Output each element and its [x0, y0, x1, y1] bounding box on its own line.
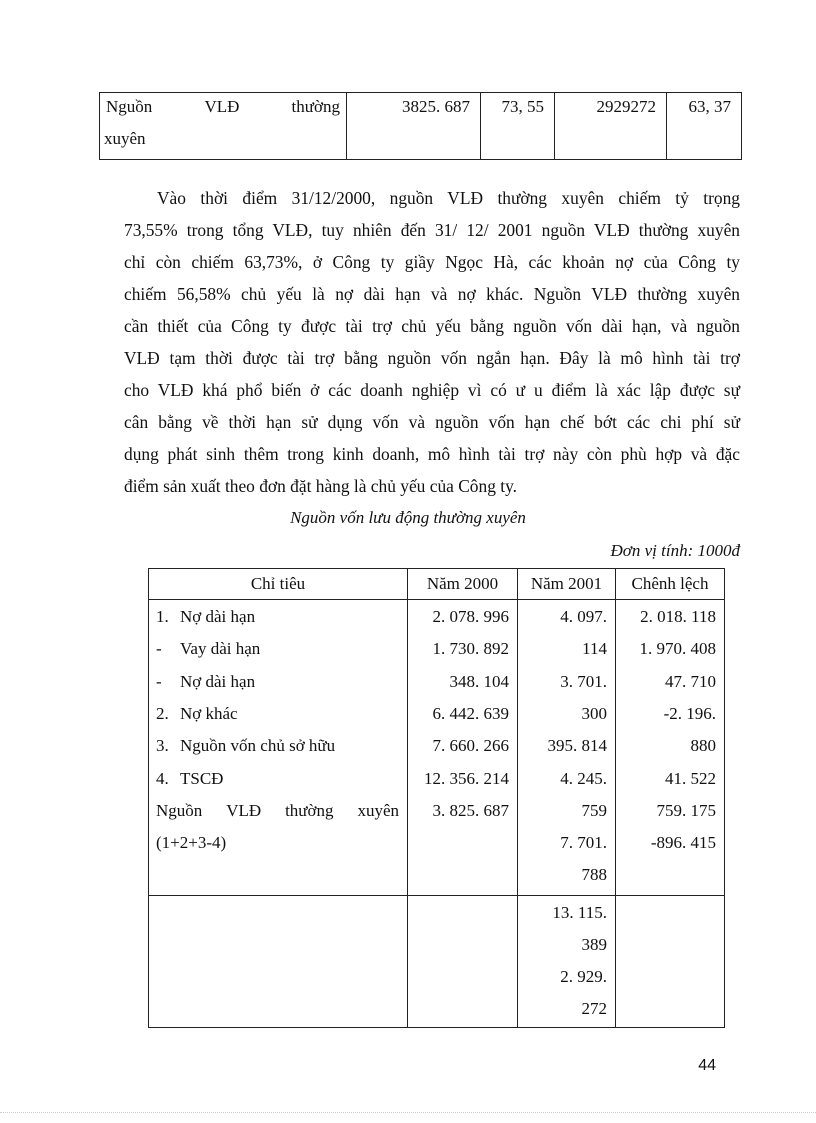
row-label [149, 764, 407, 796]
row-number: 1. [156, 607, 169, 627]
col-2000 [408, 600, 518, 896]
row-text: Nợ dài hạn [180, 671, 256, 691]
header-cell: Năm 2000 [408, 569, 518, 600]
row-label [149, 699, 407, 731]
value-2001: 114 [582, 639, 607, 659]
row-text: Nợ dài hạn [180, 607, 256, 627]
footer-value: 2. 929. [560, 967, 607, 987]
header-cell: Năm 2001 [518, 569, 616, 600]
footer-value: 13. 115. [552, 902, 607, 922]
top-value: 3825. 687 [402, 97, 470, 116]
top-value-cell [555, 93, 667, 160]
header-cell: Chênh lệch [616, 569, 725, 600]
top-label-word: VLĐ [204, 97, 240, 116]
value-2001: 4. 097. [560, 607, 607, 627]
row-text: Vay dài hạn [180, 639, 261, 659]
value-2000: 12. 356. 214 [424, 768, 509, 788]
footer-value: 389 [581, 934, 607, 954]
top-value-cell [347, 93, 481, 160]
top-label-line1 [106, 97, 340, 117]
top-label-word: thường [291, 97, 340, 116]
value-diff: -896. 415 [650, 833, 716, 853]
value-2001: 4. 245. [560, 768, 607, 788]
top-label-line2: xuyên [104, 129, 146, 148]
row-number: 2. [156, 703, 169, 723]
row-label-formula: (1+2+3-4) [156, 833, 227, 853]
paragraph-line: cần thiết của Công ty được tài trợ chủ yếu bằng nguồn vốn dài hạn, và nguồn [124, 316, 740, 336]
value-2000: 3. 825. 687 [432, 800, 509, 820]
paragraph-line: điểm sản xuất theo đơn đặt hàng là chủ yếu của Công ty. [124, 476, 517, 496]
header-cell: Chỉ tiêu [149, 569, 408, 600]
value-2001: 3. 701. [560, 671, 607, 691]
value-diff: 759. 175 [656, 800, 716, 820]
value-2000: 7. 660. 266 [432, 736, 509, 756]
top-value-cell [667, 93, 742, 160]
value-diff: -2. 196. [663, 703, 716, 723]
funding-table [148, 568, 725, 1028]
value-diff: 47. 710 [665, 671, 716, 691]
paragraph-line: cho VLĐ khá phổ biến ở các doanh nghiệp vì có ư u điểm là xác lập được sự [124, 380, 740, 400]
paragraph-line: VLĐ tạm thời được tài trợ bằng nguồn vốn ngắn hạn. Đây là mô hình tài trợ [124, 348, 740, 368]
top-value-cell [481, 93, 555, 160]
total-word: xuyên [357, 800, 399, 820]
paragraph-line: dụng phát sinh thêm trong kinh doanh, mô hình tài trợ này còn phù hợp và đặc [124, 444, 740, 464]
total-word: thường [285, 800, 334, 820]
footer-cell-2001 [518, 895, 616, 1027]
total-word: VLĐ [226, 800, 262, 820]
footer-cell [149, 895, 408, 1027]
paragraph-line: chiếm 56,58% chủ yếu là nợ dài hạn và nợ khác. Nguồn VLĐ thường xuyên [124, 284, 740, 304]
row-label [149, 602, 407, 634]
value-2000: 348. 104 [449, 671, 509, 691]
page-number: 44 [698, 1057, 716, 1074]
value-diff: 1. 970. 408 [639, 639, 716, 659]
row-text: Nợ khác [180, 703, 238, 723]
label-column [149, 600, 408, 896]
paragraph-line: Vào thời điểm 31/12/2000, nguồn VLĐ thường xuyên chiếm tỷ trọng [157, 188, 740, 208]
row-label [149, 731, 407, 763]
value-2001: 788 [581, 865, 607, 885]
row-number: 4. [156, 768, 169, 788]
value-2001: 300 [581, 703, 607, 723]
value-2000: 1. 730. 892 [432, 639, 509, 659]
top-label-cell [100, 93, 347, 160]
value-diff: 2. 018. 118 [640, 607, 716, 627]
row-number: - [156, 671, 162, 691]
table-caption: Nguồn vốn lưu động thường xuyên [290, 508, 526, 527]
value-diff: 880 [690, 736, 716, 756]
footer-value: 272 [581, 999, 607, 1019]
value-2001: 395. 814 [547, 736, 607, 756]
top-value: 2929272 [596, 97, 656, 116]
value-2000: 2. 078. 996 [432, 607, 509, 627]
page-bottom-rule [0, 1112, 816, 1113]
row-text: TSCĐ [180, 768, 224, 788]
paragraph-line: cân bằng về thời hạn sử dụng vốn và nguồn vốn hạn chế bớt các chi phí sử [124, 412, 740, 432]
paragraph-line: 73,55% trong tổng VLĐ, tuy nhiên đến 31/ 12/ 2001 nguồn VLĐ thường xuyên [124, 220, 740, 240]
unit-note: Đơn vị tính: 1000đ [610, 541, 740, 560]
value-diff: 41. 522 [665, 768, 716, 788]
paragraph-line: chỉ còn chiếm 63,73%, ở Công ty giầy Ngọc Hà, các khoản nợ của Công ty [124, 252, 740, 272]
top-value: 63, 37 [688, 97, 731, 116]
value-2000: 6. 442. 639 [432, 703, 509, 723]
row-label-total [149, 796, 407, 828]
top-label-word: Nguồn [106, 97, 153, 116]
col-diff [616, 600, 725, 896]
footer-cell [408, 895, 518, 1027]
row-label [149, 634, 407, 666]
top-table [99, 92, 742, 160]
row-number: 3. [156, 736, 169, 756]
top-value: 73, 55 [501, 97, 544, 116]
total-word: Nguồn [156, 800, 203, 820]
row-label [149, 667, 407, 699]
value-2001: 759 [581, 800, 607, 820]
row-number: - [156, 639, 162, 659]
value-2001: 7. 701. [560, 833, 607, 853]
col-2001 [518, 600, 616, 896]
row-text: Nguồn vốn chủ sở hữu [180, 736, 336, 756]
footer-cell [616, 895, 725, 1027]
